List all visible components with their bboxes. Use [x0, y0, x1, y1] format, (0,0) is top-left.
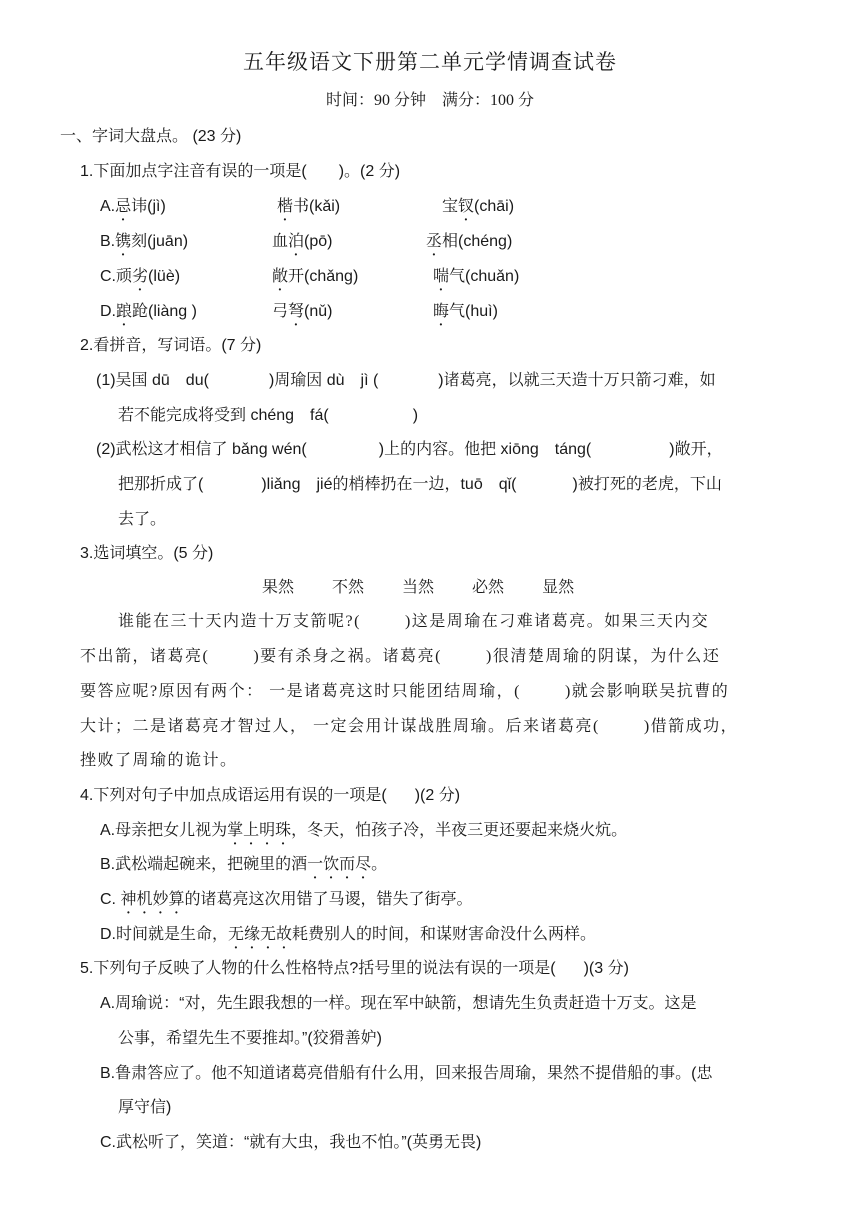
question-3-stem: 3.选词填空。(5 分) [80, 545, 214, 562]
q1-option-d: D.踉跄(liàng ) [100, 303, 197, 320]
q1-option-d-word-3: 晦气(huì) [433, 303, 498, 320]
q3-passage-line5: 挫败了周瑜的诡计。 [80, 752, 238, 769]
q1-option-d-word-2: 弓弩(nǔ) [272, 303, 333, 320]
q4-option-c: C. 神机妙算的诸葛亮这次用错了马谡，错失了街亭。 [100, 891, 473, 908]
q5-option-a-line2: 公事，希望先生不要推却。”(狡猾善妒) [118, 1030, 382, 1047]
question-1-stem: 1.下面加点字注音有误的一项是( )。(2 分) [80, 163, 401, 180]
q2-part1-line1: (1)吴国 dū du( )周瑜因 dù jì ( )诸葛亮，以就三天造十万只箭刁难，如 [96, 372, 716, 389]
q2-part1-line2: 若不能完成将受到 chéng fá( ) [118, 407, 419, 424]
question-2-stem: 2.看拼音，写词语。(7 分) [80, 337, 262, 354]
q1-option-b: B.镌刻(juān) [100, 233, 189, 250]
section-heading: 一、字词大盘点。 (23 分) [60, 128, 242, 145]
q2-part2-line1: (2)武松这才相信了 bǎng wén( )上的内容。他把 xiōng táng( )敞开， [96, 441, 723, 458]
q1-option-b-word-3: 丞相(chéng) [426, 233, 513, 250]
q3-passage-line3: 要答应呢?原因有两个： 一是诸葛亮这时只能团结周瑜，( )就会影响联吴抗曹的 [80, 683, 730, 700]
q3-passage-line1: 谁能在三十天内造十万支箭呢?( )这是周瑜在刁难诸葛亮。如果三天内交 [118, 613, 710, 630]
q5-option-b-line1: B.鲁肃答应了。他不知道诸葛亮借船有什么用，回来报告周瑜，果然不提借船的事。(忠 [100, 1065, 713, 1082]
q4-option-a: A.母亲把女儿视为掌上明珠，冬天，怕孩子冷，半夜三更还要起来烧火炕。 [100, 822, 628, 839]
q1-option-c: C.顽劣(lüè) [100, 268, 181, 285]
exam-time-score: 时间：90 分钟 满分：100 分 [325, 92, 534, 109]
q4-option-b: B.武松端起碗来，把碗里的酒一饮而尽。 [100, 856, 388, 873]
q3-word-bank: 果然 不然 当然 必然 显然 [262, 579, 575, 596]
q5-option-a-line1: A.周瑜说：“对，先生跟我想的一样。现在军中缺箭，想请先生负责赶造十万支。这是 [100, 995, 697, 1012]
q5-option-b-line2: 厚守信) [118, 1099, 172, 1116]
q3-passage-line4: 大计；二是诸葛亮才智过人， 一定会用计谋战胜周瑜。后来诸葛亮( )借箭成功， [80, 718, 739, 735]
q1-option-c-word-2: 敞开(chǎng) [272, 268, 359, 285]
q3-passage-line2: 不出箭，诸葛亮( )要有杀身之祸。诸葛亮( )很清楚周瑜的阴谋，为什么还 [80, 648, 721, 665]
page-title: 五年级语文下册第二单元学情调查试卷 [243, 50, 617, 74]
q1-option-a-word-2: 楷书(kǎi) [277, 198, 341, 215]
q1-option-a-word-3: 宝钗(chāi) [442, 198, 515, 215]
q1-option-a: A.忌讳(jì) [100, 198, 166, 215]
q4-option-d: D.时间就是生命，无缘无故耗费别人的时间，和谋财害命没什么两样。 [100, 926, 597, 943]
q5-option-c: C.武松听了，笑道：“就有大虫，我也不怕。”(英勇无畏) [100, 1134, 482, 1151]
question-5-stem: 5.下列句子反映了人物的什么性格特点?括号里的说法有误的一项是( )(3 分) [80, 960, 629, 977]
q2-part2-line3: 去了。 [118, 511, 167, 528]
q2-part2-line2: 把那折成了( )liǎng jié的梢棒扔在一边，tuō qǐ( )被打死的老虎，下山 [118, 476, 722, 493]
question-4-stem: 4.下列对句子中加点成语运用有误的一项是( )(2 分) [80, 787, 461, 804]
q1-option-b-word-2: 血泊(pō) [272, 233, 333, 250]
q1-option-c-word-3: 喘气(chuǎn) [433, 268, 520, 285]
